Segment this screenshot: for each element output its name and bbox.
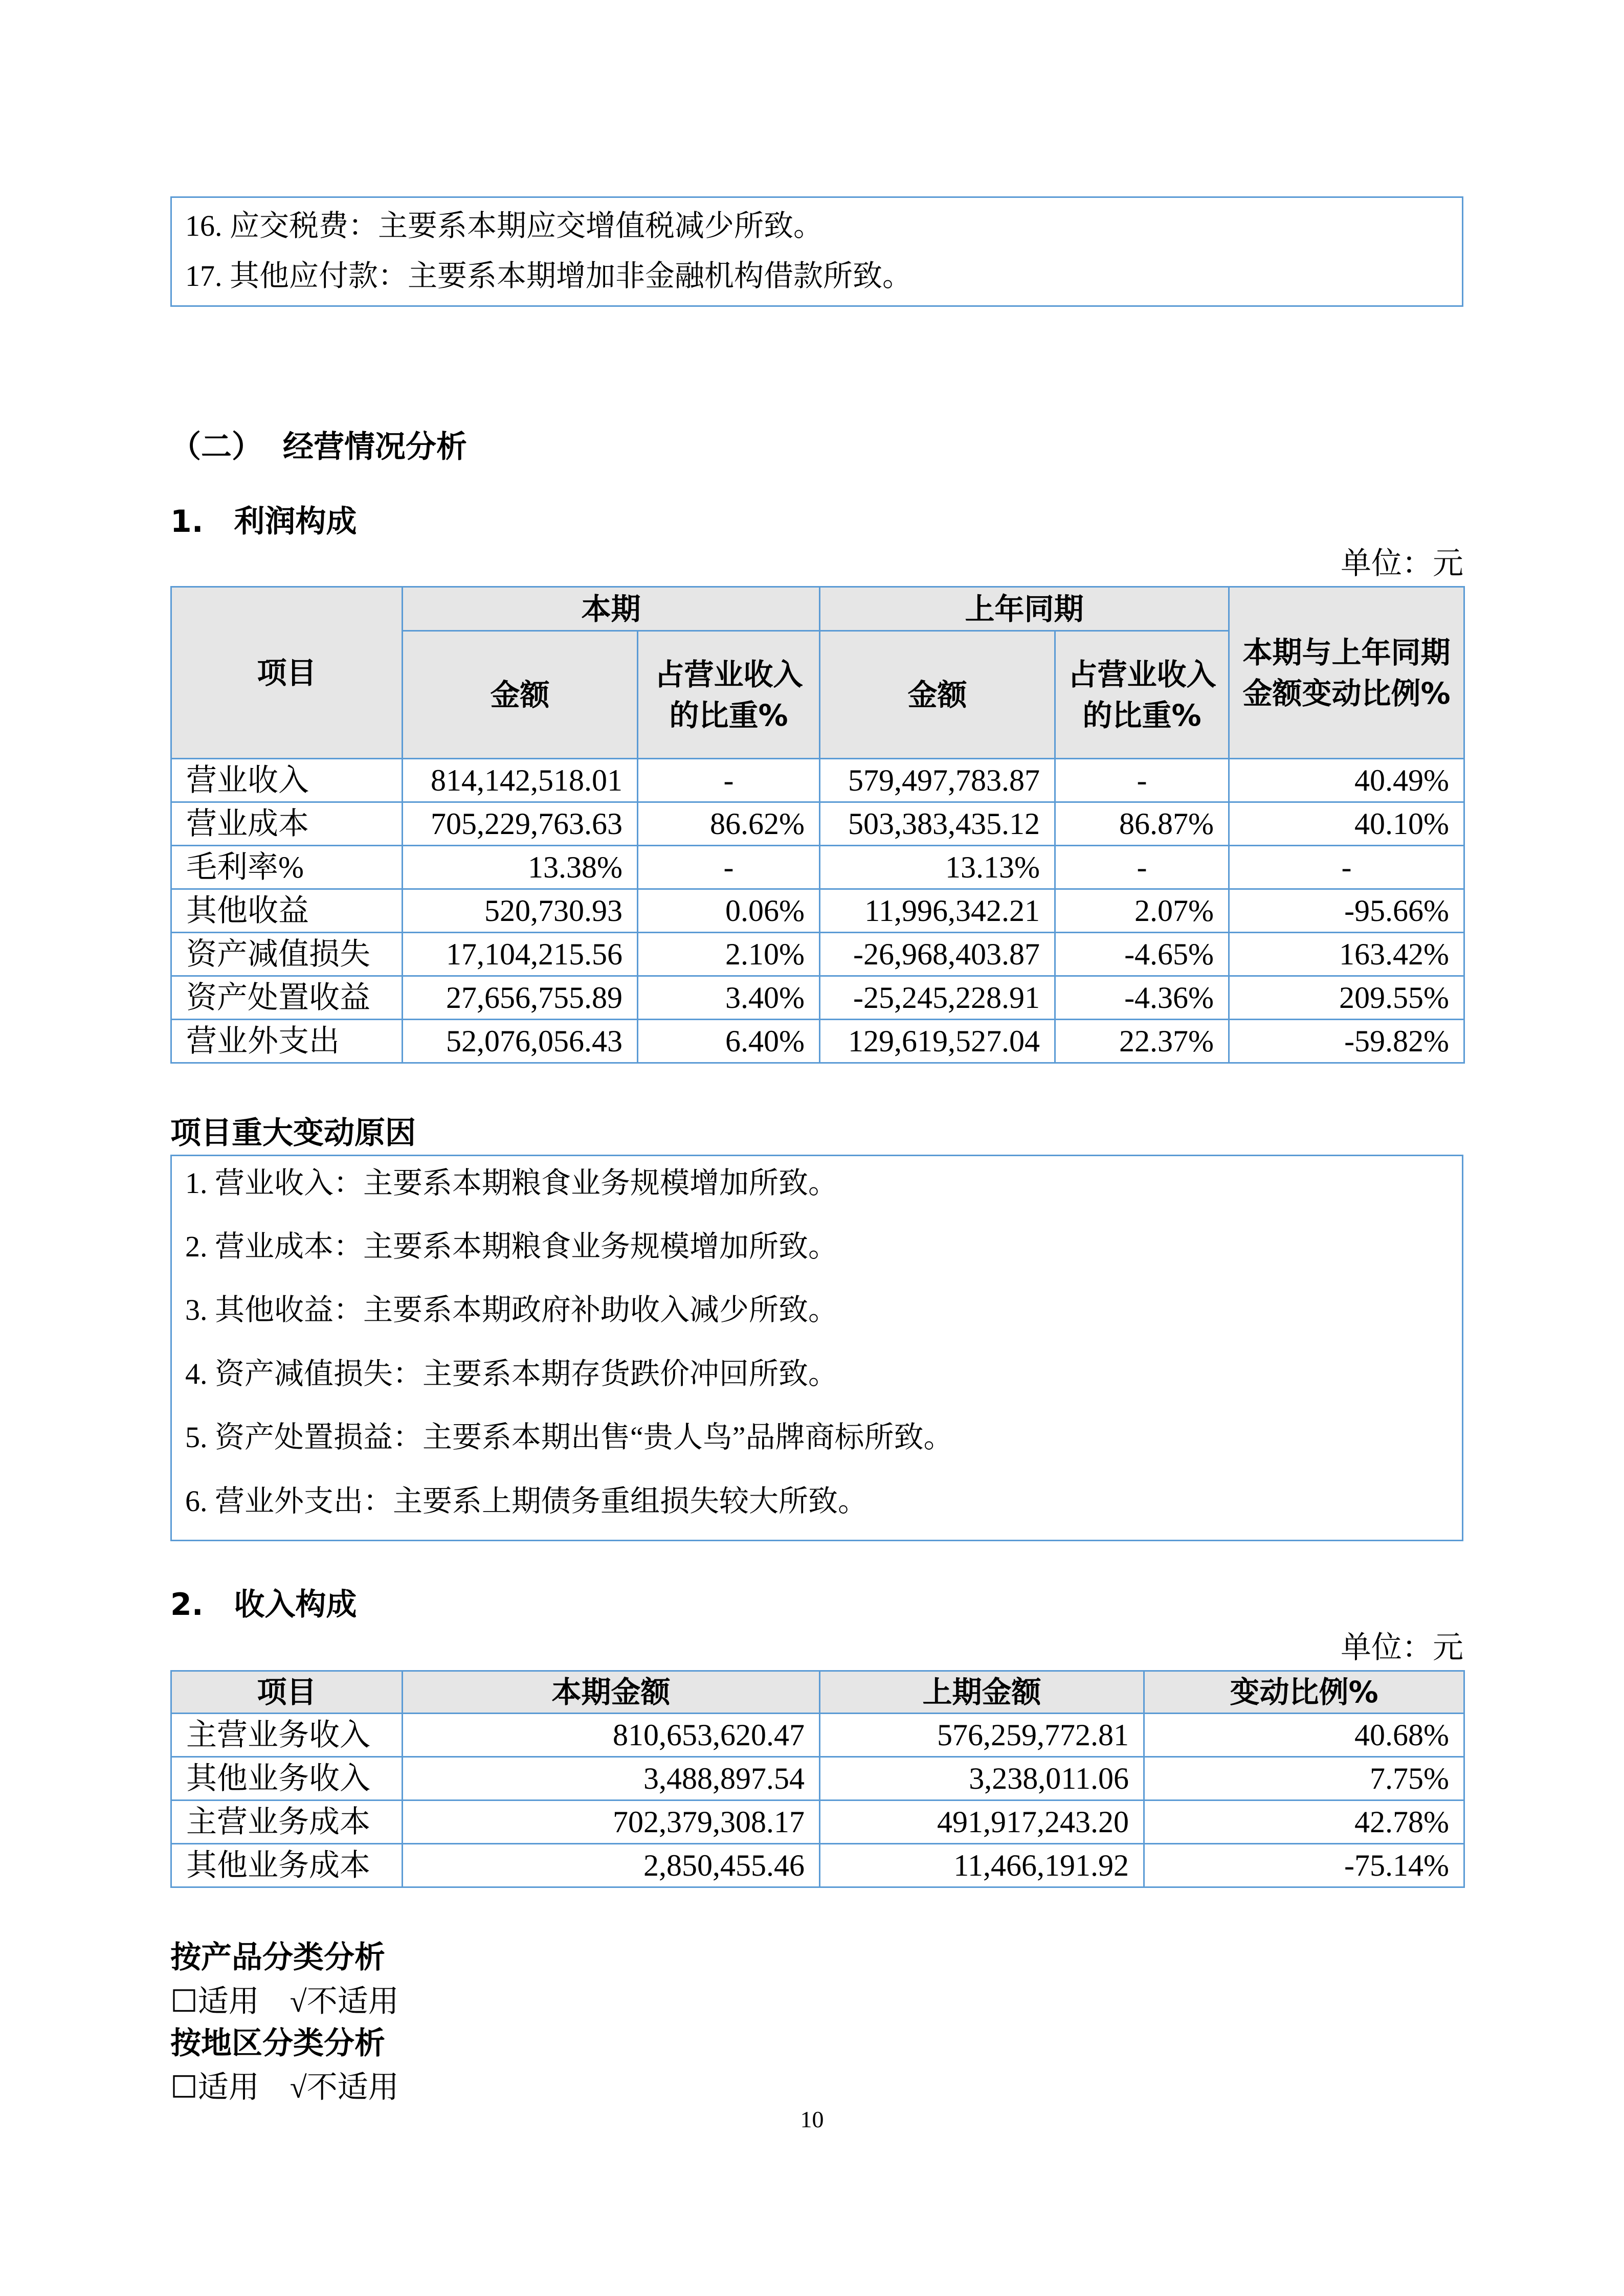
change-ratio: 7.75% — [1144, 1757, 1464, 1800]
table-row — [171, 1757, 1464, 1800]
row-item: 其他业务收入 — [171, 1757, 403, 1800]
by-product-heading: 按产品分类分析 — [170, 1940, 385, 1975]
prior-amount: 11,466,191.92 — [820, 1844, 1144, 1887]
current-amount: 702,379,308.17 — [403, 1800, 820, 1844]
prior-ratio: - — [1055, 846, 1229, 889]
change-ratio: -75.14% — [1144, 1844, 1464, 1887]
current-amount: 13.38% — [403, 846, 638, 889]
prior-amount: 13.13% — [820, 846, 1055, 889]
prior-amount: 576,259,772.81 — [820, 1714, 1144, 1757]
current-ratio: 0.06% — [638, 889, 820, 933]
prior-ratio: -4.36% — [1055, 976, 1229, 1020]
reason-line: 4. 资产减值损失：主要系本期存货跌价冲回所致。 — [185, 1357, 838, 1390]
prior-ratio: 22.37% — [1055, 1020, 1229, 1063]
header-change: 变动比例% — [1144, 1671, 1464, 1714]
prior-amount: 11,996,342.21 — [820, 889, 1055, 933]
current-amount: 2,850,455.46 — [403, 1844, 820, 1887]
table-row — [171, 933, 1464, 976]
header-current-amount: 金额 — [403, 631, 638, 759]
section-number: （二） — [170, 429, 262, 465]
prior-amount: 491,917,243.20 — [820, 1800, 1144, 1844]
current-amount: 814,142,518.01 — [403, 759, 638, 802]
by-region-options: ☐适用 √不适用 — [170, 2070, 399, 2104]
prior-ratio: -4.65% — [1055, 933, 1229, 976]
change-ratio: -95.66% — [1229, 889, 1464, 933]
prior-amount: -26,968,403.87 — [820, 933, 1055, 976]
prior-ratio: - — [1055, 759, 1229, 802]
change-ratio: 40.68% — [1144, 1714, 1464, 1757]
row-item: 其他收益 — [171, 889, 403, 933]
profit-table — [170, 586, 1465, 1064]
prior-amount: 3,238,011.06 — [820, 1757, 1144, 1800]
change-ratio: 40.10% — [1229, 802, 1464, 846]
current-ratio: 2.10% — [638, 933, 820, 976]
prior-ratio: 86.87% — [1055, 802, 1229, 846]
revenue-heading: 2. 收入构成 — [170, 1587, 357, 1623]
revenue-table — [170, 1670, 1465, 1888]
row-item: 营业收入 — [171, 759, 403, 802]
row-item: 其他业务成本 — [171, 1844, 403, 1887]
prior-amount: 503,383,435.12 — [820, 802, 1055, 846]
current-amount: 705,229,763.63 — [403, 802, 638, 846]
prior-amount: -25,245,228.91 — [820, 976, 1055, 1020]
current-amount: 52,076,056.43 — [403, 1020, 638, 1063]
reason-line: 6. 营业外支出：主要系上期债务重组损失较大所致。 — [185, 1484, 868, 1518]
section-title: 经营情况分析 — [283, 429, 467, 465]
header-prior-amount: 上期金额 — [820, 1671, 1144, 1714]
change-ratio: 42.78% — [1144, 1800, 1464, 1844]
reason-line: 5. 资产处置损益：主要系本期出售“贵人鸟”品牌商标所致。 — [185, 1421, 953, 1454]
profit-unit: 单位：元 — [1341, 547, 1463, 580]
header-prior-amount: 金额 — [820, 631, 1055, 759]
change-ratio: - — [1229, 846, 1464, 889]
current-amount: 810,653,620.47 — [403, 1714, 820, 1757]
table-row — [171, 846, 1464, 889]
current-ratio: 3.40% — [638, 976, 820, 1020]
row-item: 营业成本 — [171, 802, 403, 846]
table-row — [171, 1714, 1464, 1757]
header-change: 本期与上年同期金额变动比例% — [1229, 587, 1464, 759]
reason-line: 3. 其他收益：主要系本期政府补助收入减少所致。 — [185, 1293, 838, 1326]
table-row — [171, 1844, 1464, 1887]
row-item: 毛利率% — [171, 846, 403, 889]
by-region-heading: 按地区分类分析 — [170, 2025, 385, 2061]
header-current-ratio: 占营业收入的比重% — [638, 631, 820, 759]
reason-line: 2. 营业成本：主要系本期粮食业务规模增加所致。 — [185, 1230, 838, 1263]
row-item: 资产减值损失 — [171, 933, 403, 976]
table-row — [171, 976, 1464, 1020]
header-item: 项目 — [171, 1671, 403, 1714]
row-item: 主营业务收入 — [171, 1714, 403, 1757]
header-item: 项目 — [171, 587, 403, 759]
change-ratio: 209.55% — [1229, 976, 1464, 1020]
note-line: 17. 其他应付款：主要系本期增加非金融机构借款所致。 — [185, 259, 913, 292]
prior-amount: 579,497,783.87 — [820, 759, 1055, 802]
change-ratio: -59.82% — [1229, 1020, 1464, 1063]
reasons-heading: 项目重大变动原因 — [170, 1115, 416, 1151]
header-prior-ratio: 占营业收入的比重% — [1055, 631, 1229, 759]
header-current: 本期 — [403, 587, 820, 631]
current-amount: 27,656,755.89 — [403, 976, 638, 1020]
reason-line: 1. 营业收入：主要系本期粮食业务规模增加所致。 — [185, 1166, 838, 1200]
current-amount: 520,730.93 — [403, 889, 638, 933]
prior-amount: 129,619,527.04 — [820, 1020, 1055, 1063]
prior-ratio: 2.07% — [1055, 889, 1229, 933]
row-item: 资产处置收益 — [171, 976, 403, 1020]
top-notes-box — [170, 196, 1463, 307]
change-ratio: 163.42% — [1229, 933, 1464, 976]
table-row — [171, 889, 1464, 933]
current-amount: 3,488,897.54 — [403, 1757, 820, 1800]
table-row — [171, 1020, 1464, 1063]
revenue-unit: 单位：元 — [1341, 1631, 1463, 1664]
page-number: 10 — [800, 2106, 824, 2132]
change-ratio: 40.49% — [1229, 759, 1464, 802]
table-row — [171, 759, 1464, 802]
table-row — [171, 802, 1464, 846]
current-ratio: 6.40% — [638, 1020, 820, 1063]
row-item: 主营业务成本 — [171, 1800, 403, 1844]
table-row — [171, 1800, 1464, 1844]
row-item: 营业外支出 — [171, 1020, 403, 1063]
reasons-box — [170, 1155, 1463, 1541]
note-line: 16. 应交税费：主要系本期应交增值税减少所致。 — [185, 209, 824, 242]
current-ratio: - — [638, 759, 820, 802]
current-amount: 17,104,215.56 — [403, 933, 638, 976]
header-prior: 上年同期 — [820, 587, 1229, 631]
current-ratio: - — [638, 846, 820, 889]
by-product-options: ☐适用 √不适用 — [170, 1985, 399, 2018]
profit-heading: 1. 利润构成 — [170, 504, 357, 539]
header-current-amount: 本期金额 — [403, 1671, 820, 1714]
current-ratio: 86.62% — [638, 802, 820, 846]
